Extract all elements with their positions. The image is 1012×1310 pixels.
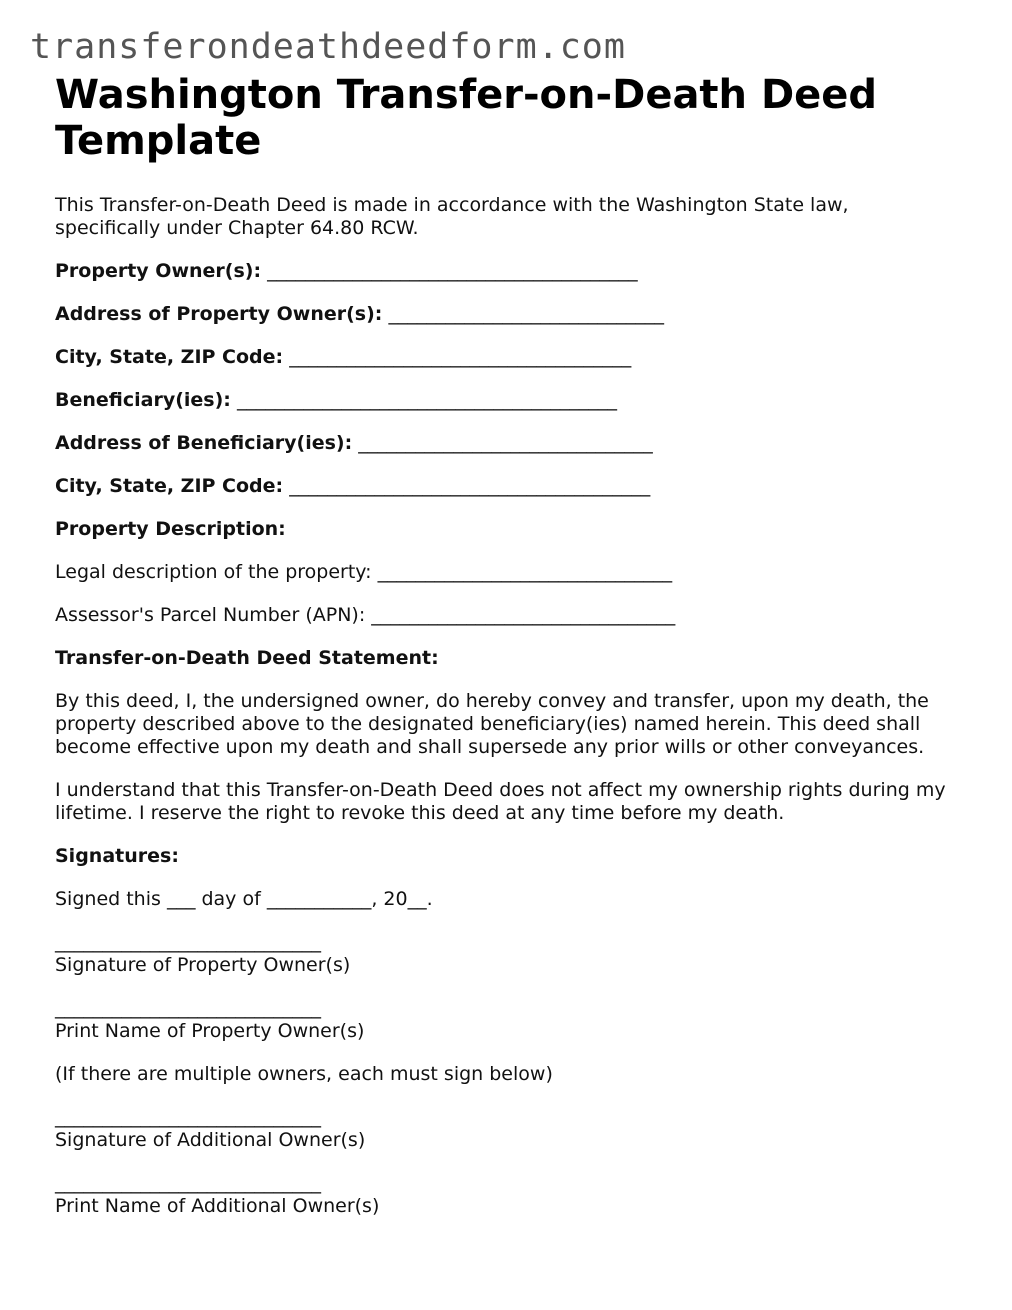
field-beneficiary-address <box>55 432 955 455</box>
multiple-owners-note: (If there are multiple owners, each must sign below) <box>55 1063 553 1085</box>
field-blank: _______________________________________ <box>267 260 638 282</box>
additional-print-label: Print Name of Additional Owner(s) <box>55 1195 380 1217</box>
field-beneficiary-city-state-zip <box>55 475 955 498</box>
field-label: City, State, ZIP Code: <box>55 346 284 368</box>
signatures-heading: Signatures: <box>55 845 179 867</box>
intro-paragraph: This Transfer-on-Death Deed is made in accordance with the Washington State law, specifically under Chapter 64.80 RCW. <box>55 194 849 239</box>
signed-date-line: Signed this ___ day of ___________, 20__. <box>55 888 433 910</box>
field-property-owners <box>55 260 955 283</box>
field-blank: ____________________________________ <box>289 346 632 368</box>
watermark: transferondeathdeedform.com <box>30 27 626 67</box>
document-title: Washington Transfer-on-Death Deed Template <box>55 72 878 164</box>
owner-signature-label: Signature of Property Owner(s) <box>55 954 351 976</box>
field-blank: _______________________________ <box>377 561 673 583</box>
field-label: Address of Beneficiary(ies): <box>55 432 353 454</box>
field-blank: ________________________________ <box>371 604 676 626</box>
field-blank: _____________________________ <box>388 303 664 325</box>
field-label: Assessor's Parcel Number (APN): <box>55 604 366 626</box>
additional-print-line: ____________________________ <box>55 1172 321 1194</box>
field-legal-description <box>55 561 955 584</box>
additional-signature-label: Signature of Additional Owner(s) <box>55 1129 366 1151</box>
field-blank: _______________________________ <box>358 432 653 454</box>
owner-print-label: Print Name of Property Owner(s) <box>55 1020 365 1042</box>
field-beneficiaries <box>55 389 955 412</box>
owner-print-line: ____________________________ <box>55 997 321 1019</box>
statement-heading: Transfer-on-Death Deed Statement: <box>55 647 439 669</box>
property-description-heading: Property Description: <box>55 518 286 540</box>
field-label: Beneficiary(ies): <box>55 389 231 411</box>
field-blank: ________________________________________ <box>236 389 617 411</box>
statement-paragraph-1: By this deed, I, the undersigned owner, do hereby convey and transfer, upon my death, the property described above to the designated beneficiary(ies) named herein. This deed shall become effective upon my death and shall supersede any prior wills or other conveyances. <box>55 690 929 758</box>
field-blank: ______________________________________ <box>289 475 651 497</box>
field-label: Property Owner(s): <box>55 260 262 282</box>
field-apn <box>55 604 955 627</box>
owner-signature-line: ____________________________ <box>55 931 321 953</box>
field-owner-address <box>55 303 955 326</box>
statement-paragraph-2: I understand that this Transfer-on-Death Deed does not affect my ownership rights during my lifetime. I reserve the right to revoke this deed at any time before my death. <box>55 779 946 824</box>
additional-signature-line: ____________________________ <box>55 1106 321 1128</box>
document-page <box>55 72 955 1218</box>
field-label: City, State, ZIP Code: <box>55 475 284 497</box>
field-owner-city-state-zip <box>55 346 955 369</box>
field-label: Legal description of the property: <box>55 561 372 583</box>
field-label: Address of Property Owner(s): <box>55 303 383 325</box>
